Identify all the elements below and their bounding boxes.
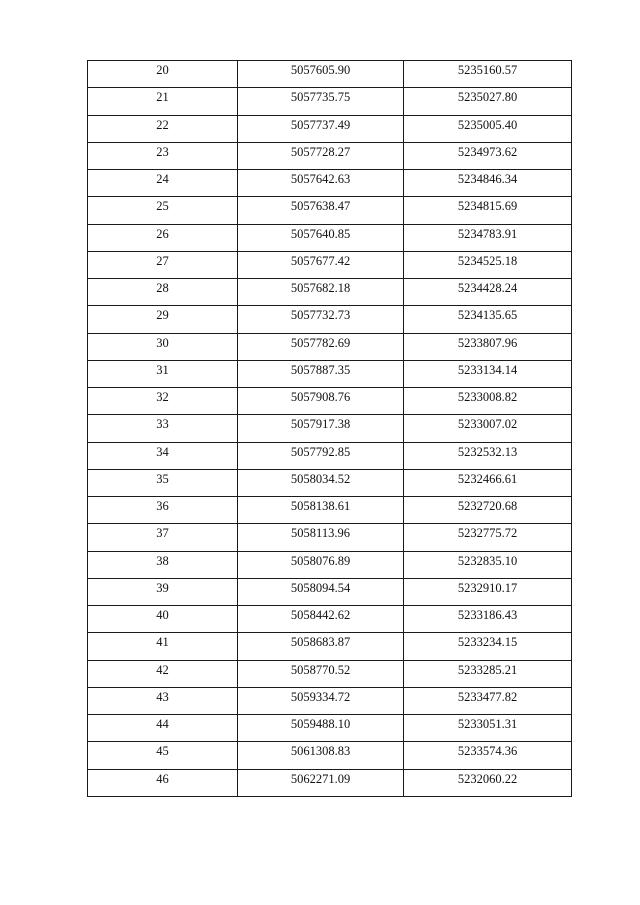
table-row [88, 88, 572, 115]
x-coordinate-text: 5057677.42 [290, 253, 351, 268]
x-coordinate-cell [238, 170, 404, 197]
y-coordinate-cell [404, 115, 572, 142]
point-number-cell [88, 742, 238, 769]
x-coordinate-text: 5061308.83 [290, 744, 351, 759]
y-coordinate-cell [404, 306, 572, 333]
x-coordinate-cell [238, 224, 404, 251]
point-number-cell [88, 469, 238, 496]
y-coordinate-cell [404, 742, 572, 769]
table-row [88, 633, 572, 660]
x-coordinate-cell [238, 251, 404, 278]
y-coordinate-text: 5233807.96 [457, 335, 518, 350]
x-coordinate-cell [238, 742, 404, 769]
table-row [88, 360, 572, 387]
point-number-cell [88, 333, 238, 360]
y-coordinate-text: 5234815.69 [457, 199, 518, 214]
y-coordinate-cell [404, 142, 572, 169]
x-coordinate-text: 5058113.96 [291, 526, 350, 541]
x-coordinate-text: 5057887.35 [290, 362, 351, 377]
point-number-cell [88, 61, 238, 88]
x-coordinate-text: 5057737.49 [290, 117, 351, 132]
y-coordinate-cell [404, 524, 572, 551]
x-coordinate-text: 5058138.61 [290, 499, 351, 513]
x-coordinate-text: 5058683.87 [290, 635, 351, 650]
x-coordinate-cell [238, 115, 404, 142]
y-coordinate-text: 5232775.72 [457, 526, 518, 541]
y-coordinate-cell [404, 224, 572, 251]
point-number-text: 37 [156, 526, 169, 541]
x-coordinate-cell [238, 279, 404, 306]
y-coordinate-text: 5235005.40 [457, 117, 518, 132]
table-row [88, 251, 572, 278]
y-coordinate-text: 5235160.57 [457, 63, 518, 77]
x-coordinate-cell [238, 524, 404, 551]
point-number-text: 33 [156, 417, 169, 432]
table-row [88, 524, 572, 551]
x-coordinate-cell [238, 551, 404, 578]
point-number-text: 21 [156, 90, 169, 105]
table-row [88, 606, 572, 633]
point-number-text: 28 [156, 281, 169, 295]
y-coordinate-cell [404, 170, 572, 197]
point-number-text: 44 [156, 717, 169, 731]
table-row [88, 551, 572, 578]
y-coordinate-text: 5232060.22 [457, 771, 518, 786]
y-coordinate-cell [404, 251, 572, 278]
y-coordinate-text: 5234783.91 [457, 226, 518, 241]
y-coordinate-text: 5233477.82 [457, 689, 518, 704]
y-coordinate-text: 5232720.68 [457, 499, 518, 513]
y-coordinate-cell [404, 769, 572, 796]
x-coordinate-text: 5057605.90 [290, 63, 351, 77]
point-number-text: 30 [156, 335, 169, 350]
point-number-cell [88, 606, 238, 633]
point-number-text: 41 [156, 635, 169, 650]
y-coordinate-text: 5233186.43 [457, 608, 518, 622]
x-coordinate-cell [238, 61, 404, 88]
point-number-cell [88, 660, 238, 687]
table-row [88, 333, 572, 360]
point-number-cell [88, 197, 238, 224]
table-row [88, 578, 572, 605]
table-row [88, 142, 572, 169]
table-row [88, 742, 572, 769]
point-number-cell [88, 115, 238, 142]
y-coordinate-text: 5233234.15 [457, 635, 518, 650]
point-number-text: 22 [156, 117, 169, 132]
x-coordinate-text: 5057735.75 [290, 90, 351, 105]
y-coordinate-cell [404, 660, 572, 687]
table-row [88, 197, 572, 224]
x-coordinate-cell [238, 687, 404, 714]
point-number-cell [88, 578, 238, 605]
point-number-text: 46 [156, 771, 169, 786]
y-coordinate-text: 5233007.02 [457, 417, 518, 432]
table-row [88, 415, 572, 442]
x-coordinate-cell [238, 306, 404, 333]
table-row [88, 224, 572, 251]
table-row [88, 115, 572, 142]
y-coordinate-text: 5233008.82 [457, 390, 518, 404]
point-number-cell [88, 524, 238, 551]
point-number-cell [88, 415, 238, 442]
y-coordinate-cell [404, 415, 572, 442]
y-coordinate-text: 5234135.65 [457, 308, 518, 323]
x-coordinate-text: 5057782.69 [290, 335, 351, 350]
y-coordinate-cell [404, 578, 572, 605]
y-coordinate-text: 5232910.17 [457, 580, 518, 595]
x-coordinate-text: 5059488.10 [290, 717, 351, 731]
point-number-text: 35 [156, 471, 169, 486]
y-coordinate-cell [404, 360, 572, 387]
point-number-cell [88, 224, 238, 251]
x-coordinate-text: 5058034.52 [290, 471, 351, 486]
point-number-cell [88, 769, 238, 796]
x-coordinate-text: 5057638.47 [290, 199, 351, 214]
y-coordinate-cell [404, 687, 572, 714]
point-number-cell [88, 633, 238, 660]
point-number-text: 42 [156, 662, 169, 677]
table-row [88, 497, 572, 524]
table-row [88, 469, 572, 496]
y-coordinate-text: 5233134.14 [457, 362, 518, 377]
x-coordinate-text: 5062271.09 [290, 771, 351, 786]
x-coordinate-cell [238, 415, 404, 442]
point-number-text: 29 [156, 308, 169, 323]
point-number-text: 24 [156, 172, 169, 186]
y-coordinate-text: 5234428.24 [457, 281, 518, 295]
point-number-text: 31 [156, 362, 169, 377]
y-coordinate-cell [404, 633, 572, 660]
table-row [88, 660, 572, 687]
table-row [88, 769, 572, 796]
table-row [88, 442, 572, 469]
point-number-text: 36 [156, 499, 169, 513]
x-coordinate-text: 5058442.62 [290, 608, 351, 622]
point-number-text: 34 [156, 444, 169, 459]
point-number-cell [88, 279, 238, 306]
x-coordinate-cell [238, 469, 404, 496]
table-row [88, 715, 572, 742]
y-coordinate-cell [404, 197, 572, 224]
x-coordinate-cell [238, 715, 404, 742]
y-coordinate-cell [404, 469, 572, 496]
point-number-cell [88, 142, 238, 169]
point-number-cell [88, 442, 238, 469]
x-coordinate-text: 5057682.18 [290, 281, 351, 295]
y-coordinate-text: 5232835.10 [457, 553, 518, 568]
point-number-cell [88, 88, 238, 115]
x-coordinate-text: 5057640.85 [290, 226, 351, 241]
y-coordinate-text: 5234525.18 [457, 253, 518, 268]
point-number-text: 38 [156, 553, 169, 568]
point-number-text: 23 [156, 144, 169, 159]
x-coordinate-cell [238, 633, 404, 660]
x-coordinate-cell [238, 360, 404, 387]
y-coordinate-text: 5233051.31 [457, 717, 518, 731]
y-coordinate-cell [404, 715, 572, 742]
x-coordinate-text: 5059334.72 [290, 689, 351, 704]
x-coordinate-text: 5058770.52 [290, 662, 351, 677]
point-number-text: 20 [156, 63, 169, 77]
table-row [88, 61, 572, 88]
x-coordinate-cell [238, 333, 404, 360]
y-coordinate-cell [404, 551, 572, 578]
point-number-cell [88, 170, 238, 197]
x-coordinate-cell [238, 142, 404, 169]
point-number-text: 26 [156, 226, 169, 241]
x-coordinate-text: 5058094.54 [290, 580, 351, 595]
x-coordinate-text: 5058076.89 [290, 553, 351, 568]
table-row [88, 388, 572, 415]
y-coordinate-text: 5233574.36 [457, 744, 518, 759]
x-coordinate-text: 5057908.76 [290, 390, 351, 404]
point-number-text: 40 [156, 608, 169, 622]
y-coordinate-text: 5234846.34 [457, 172, 518, 186]
y-coordinate-text: 5235027.80 [457, 90, 518, 105]
y-coordinate-cell [404, 61, 572, 88]
y-coordinate-cell [404, 442, 572, 469]
point-number-text: 45 [156, 744, 169, 759]
y-coordinate-cell [404, 333, 572, 360]
table-row [88, 687, 572, 714]
y-coordinate-cell [404, 606, 572, 633]
point-number-cell [88, 551, 238, 578]
point-number-text: 25 [156, 199, 169, 214]
point-number-cell [88, 388, 238, 415]
x-coordinate-text: 5057792.85 [290, 444, 351, 459]
coordinates-table [87, 60, 572, 797]
x-coordinate-cell [238, 197, 404, 224]
point-number-text: 43 [156, 689, 169, 704]
table-row [88, 170, 572, 197]
point-number-cell [88, 687, 238, 714]
coordinates-table-body [88, 61, 572, 797]
y-coordinate-cell [404, 388, 572, 415]
x-coordinate-cell [238, 88, 404, 115]
x-coordinate-cell [238, 388, 404, 415]
x-coordinate-text: 5057917.38 [290, 417, 351, 432]
table-row [88, 306, 572, 333]
point-number-cell [88, 497, 238, 524]
x-coordinate-cell [238, 660, 404, 687]
y-coordinate-text: 5232532.13 [457, 444, 518, 459]
point-number-text: 27 [156, 253, 169, 268]
point-number-cell [88, 306, 238, 333]
x-coordinate-text: 5057728.27 [290, 144, 351, 159]
y-coordinate-text: 5234973.62 [457, 144, 518, 159]
point-number-cell [88, 715, 238, 742]
y-coordinate-cell [404, 279, 572, 306]
x-coordinate-text: 5057642.63 [290, 172, 351, 186]
y-coordinate-text: 5232466.61 [457, 471, 518, 486]
x-coordinate-cell [238, 769, 404, 796]
table-row [88, 279, 572, 306]
y-coordinate-text: 5233285.21 [457, 662, 518, 677]
x-coordinate-cell [238, 578, 404, 605]
point-number-cell [88, 251, 238, 278]
x-coordinate-cell [238, 442, 404, 469]
x-coordinate-cell [238, 497, 404, 524]
point-number-cell [88, 360, 238, 387]
x-coordinate-cell [238, 606, 404, 633]
y-coordinate-cell [404, 88, 572, 115]
y-coordinate-cell [404, 497, 572, 524]
point-number-text: 32 [156, 390, 169, 404]
point-number-text: 39 [156, 580, 169, 595]
x-coordinate-text: 5057732.73 [290, 308, 351, 323]
